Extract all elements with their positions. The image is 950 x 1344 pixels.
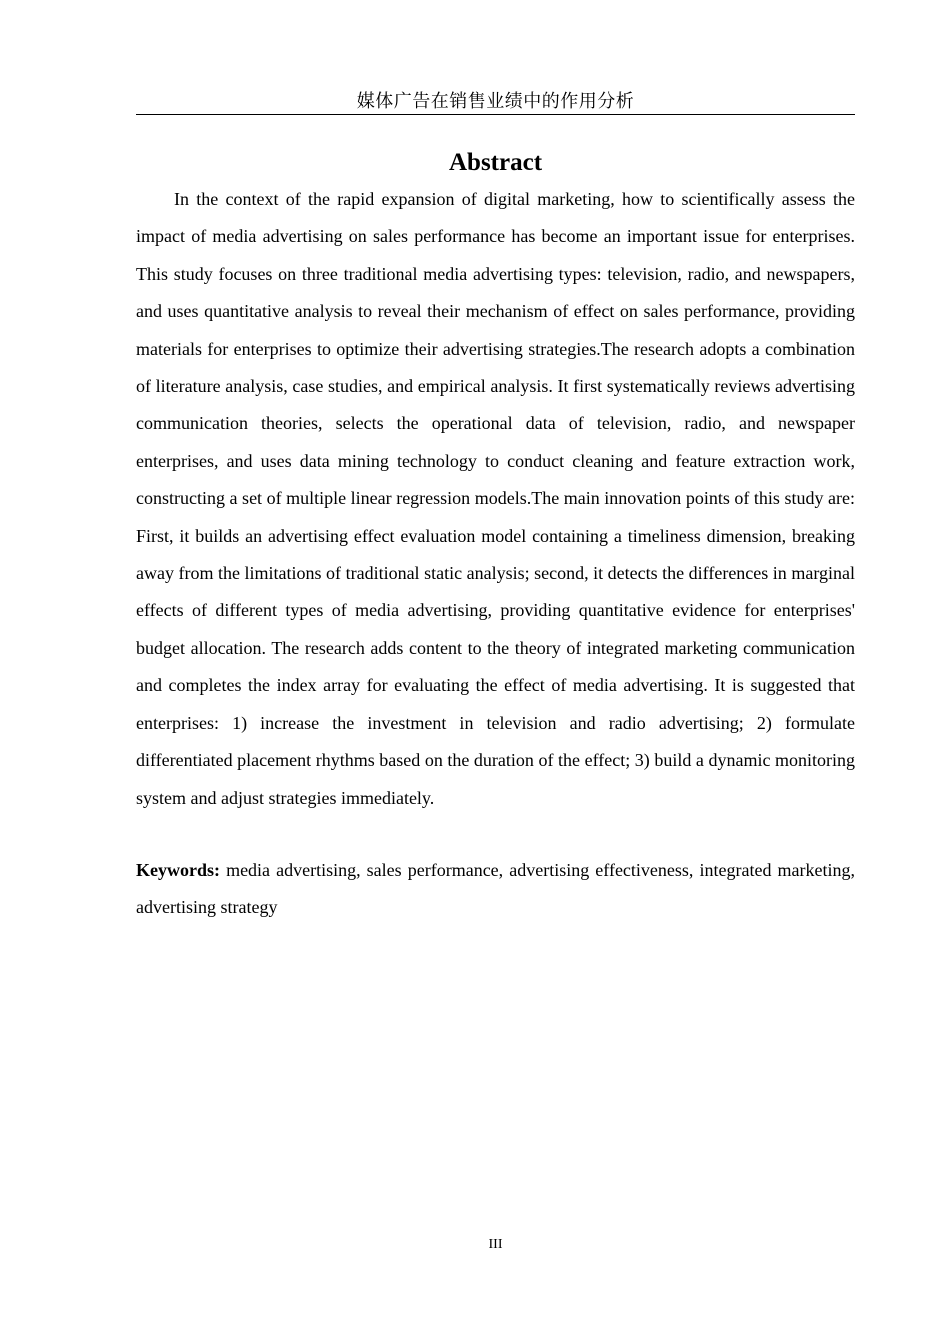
- abstract-title: Abstract: [448, 149, 543, 176]
- keywords-text: media advertising, sales performance, advertising effectiveness, integrated marketing, advertising strategy: [136, 860, 855, 918]
- page-number: III: [488, 1237, 503, 1252]
- keywords-label: Keywords:: [136, 860, 220, 880]
- running-header: 媒体广告在销售业绩中的作用分析: [136, 90, 855, 115]
- abstract-body: In the context of the rapid expansion of digital marketing, how to scientifically assess the impact of media advertising on sales performance has become an important issue for enterprises. This study focuses on three traditional media advertising types: television, radio, and newspapers, and uses quantitative analysis to reveal their mechanism of effect on sales performance, providing materials for enterprises to optimize their advertising strategies.The research adopts a combination of literature analysis, case studies, and empirical analysis. It first systematically reviews advertising communication theories, selects the operational data of television, radio, and newspaper enterprises, and uses data mining technology to conduct cleaning and feature extraction work, constructing a set of multiple linear regression models.The main innovation points of this study are: First, it builds an advertising effect evaluation model containing a timeliness dimension, breaking away from the limitations of traditional static analysis; second, it detects the differences in marginal effects of different types of media advertising, providing quantitative evidence for enterprises' budget allocation. The research adds content to the theory of integrated marketing communication and completes the index array for evaluating the effect of media advertising. It is suggested that enterprises: 1) increase the investment in television and radio advertising; 2) formulate differentiated placement rhythms based on the duration of the effect; 3) build a dynamic monitoring system and adjust strategies immediately.: [136, 189, 855, 808]
- keywords-paragraph: [136, 852, 855, 927]
